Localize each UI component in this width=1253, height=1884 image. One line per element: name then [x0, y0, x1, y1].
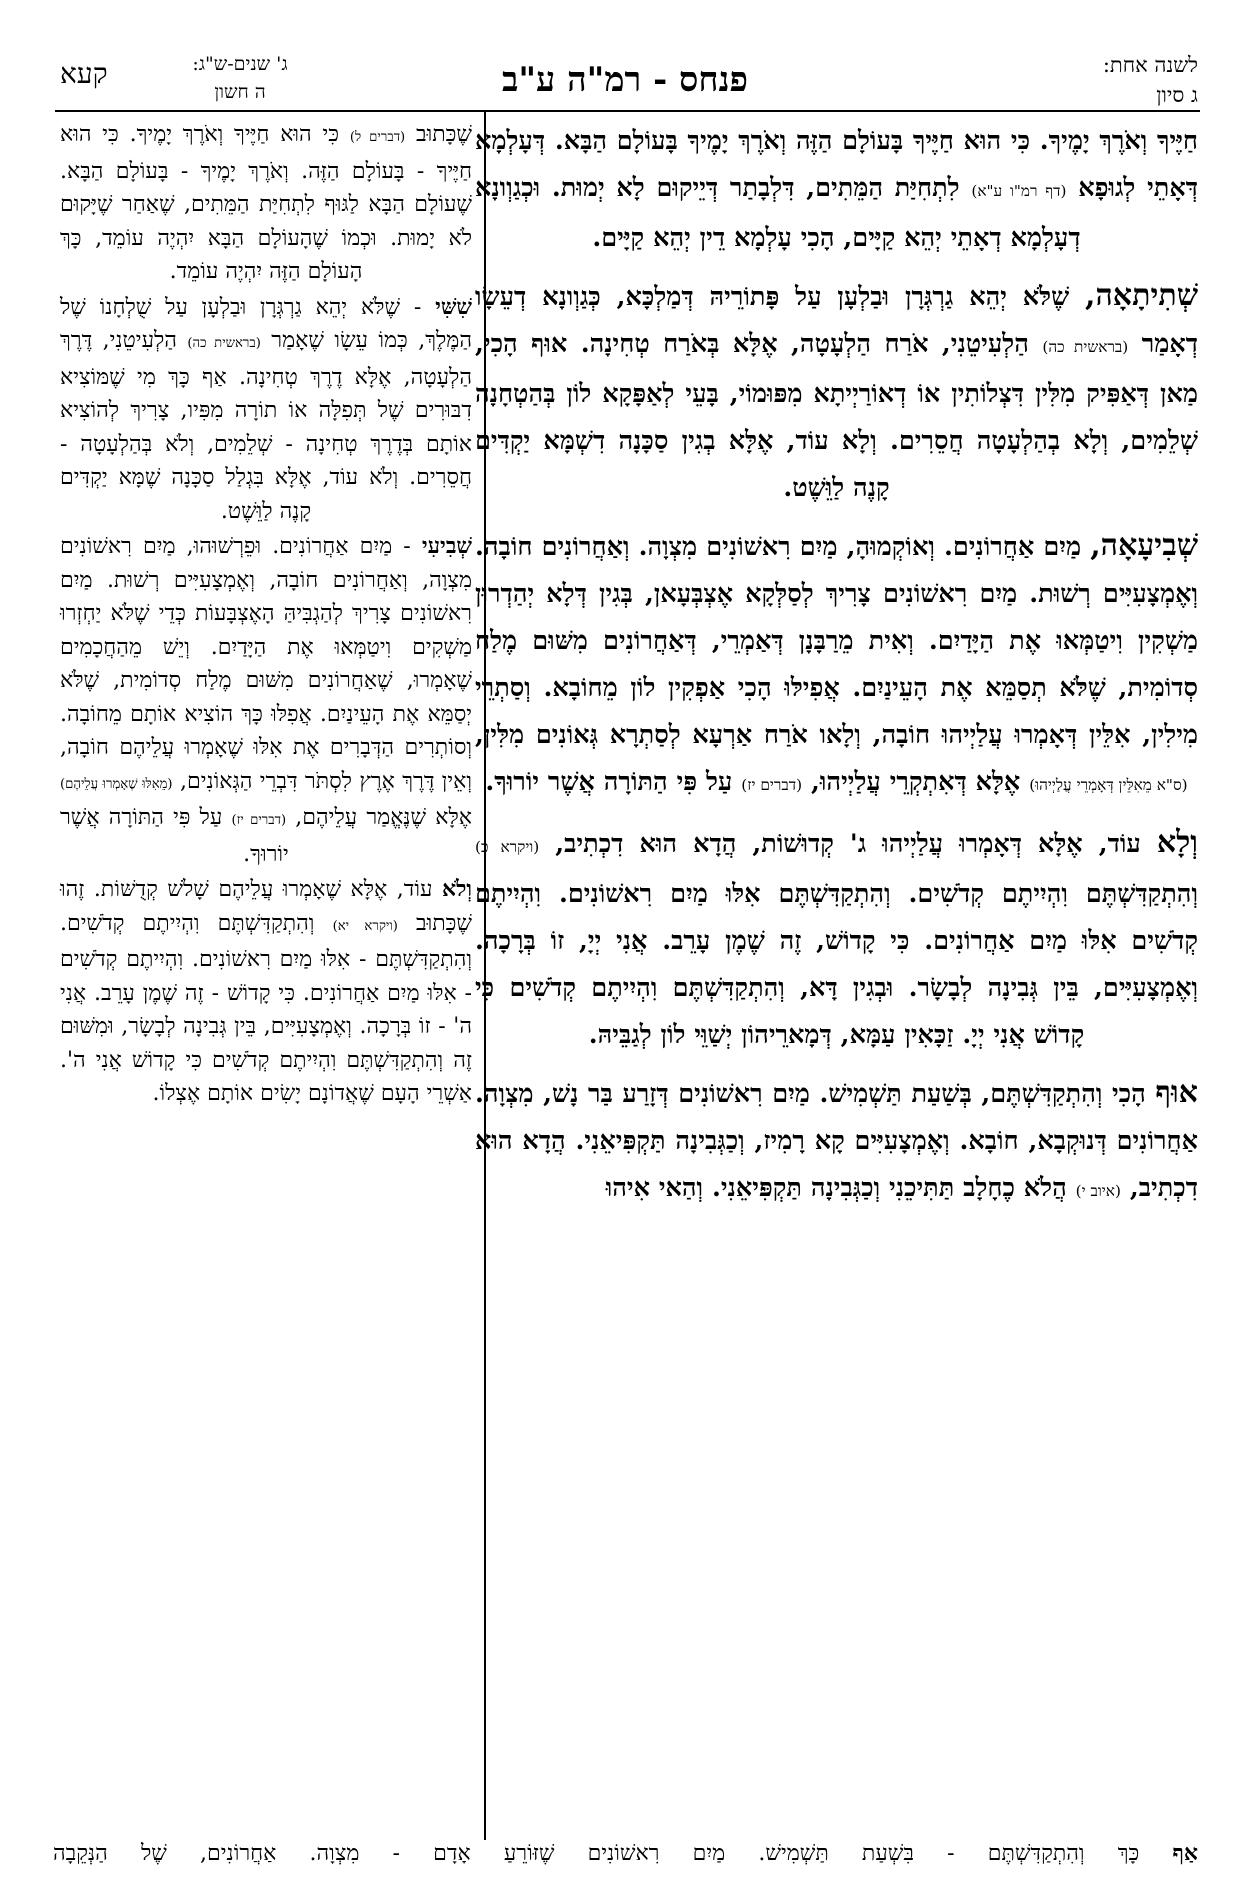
main-p5-text: הָכִי וְהִתְקַדִּשְׁתֶּם, בְּשַׁעַת תַּשְׁמִישׁ. מַיִם רִאשׁוֹנִים דְּזָרַע בַּר נָשׁ, מִצְוָה. אַחֲרוֹנִים דְּנוּקְבָא, חוֹבָא. וְאֶמְצָעִיִּים קָא רָמִיז, וְכַגְּבִינָה תַּקְפִּיאֵנִי. הֲדָא הוּא דִכְתִיב,	[475, 1079, 1198, 1203]
main-paragraph-4	[475, 819, 1198, 1059]
side-s4-text-b: וְהִתְקַדִּשְׁתֶּם וִהְיִיתֶם קְדֹשִׁים. וְהִתְקַדִּשְׁתֶּם - אִלּוּ מַיִם רִאשׁוֹנִים. וִהְיִיתֶם קְדֹשִׁים - אִלּוּ מַיִם אַחֲרוֹנִים. כִּי קָדוֹשׁ - זֶה שֶׁמֶן עָרֵב. אֲנִי ה' - זוֹ בְּרָכָה. וְאֶמְצָעִיִּים, בֵּין גְּבִינָה לְבָשָׂר, וּמִשּׁוּם זֶה וְהִתְקַדִּשְׁתֶּם וִהְיִיתֶם קְדֹשִׁים כִּי קָדוֹשׁ אֲנִי ה'. אַשְׁרֵי הָעָם שֶׁאֲדוֹנָם יָשִׂים אוֹתָם אֶצְלוֹ.	[60, 910, 472, 1106]
side-s3-text: - מַיִם אַחֲרוֹנִים. וּפֵרְשׁוּהוּ, מַיִם רִאשׁוֹנִים מִצְוָה, וְאַחֲרוֹנִים חוֹבָה, וְאֶמְצָעִיִּים רְשׁוּת. מַיִם רִאשׁוֹנִים צָרִיךְ לְהַגְבִּיהַּ הָאֶצְבָּעוֹת כְּדֵי שֶׁלֹּא יַחְזְרוּ מַשְׁקִים וִיטַמְּאוּ אֶת הַיָּדַיִם. וְיֵשׁ מֵהַחֲכָמִים שֶׁאָמְרוּ, שֶׁאַחֲרוֹנִים מִשּׁוּם מֶלַח סְדוֹמִית, שֶׁלֹּא יְסַמֵּא אֶת הָעֵינַיִם. אֲפִלּוּ כָּךְ הוֹצִיא אוֹתָם מֵחוֹבָה. וְסוֹתְרִים הַדְּבָרִים אֶת אִלּוּ שֶׁאָמְרוּ עֲלֵיהֶם חוֹבָה, וְאֵין דֶּרֶךְ אֶרֶץ לִסְתֹּר דִּבְרֵי הַגְּאוֹנִים,	[60, 534, 472, 794]
translation-column	[60, 118, 472, 1113]
page-number: קעא	[60, 57, 108, 90]
header-schedule-date: ג סיון	[1156, 83, 1198, 107]
main-p2-ref: (בראשית כה)	[1042, 338, 1129, 356]
side-s3-text-b: אֶלָּא שֶׁנֶּאֱמַר עֲלֵיהֶם,	[295, 805, 472, 830]
main-p3-text-b: אֶלָּא דְּאִתְקְרֵי עֲלַיְיהוּ,	[811, 767, 1021, 797]
main-p4-text: עוֹד, אֶלָּא דְּאָמְרוּ עֲלַיְיהוּ ג' קְדוּשׁוֹת, הֲדָא הוּא דִכְתִיב,	[555, 829, 1141, 859]
main-p2-text-b: הַלְעִיטֵנִי, אֹרַח הַלְעָטָה, אֶלָּא בְּאֹרַח טְחִינָה. אוּף הָכִי, מַאן דְּאַפִּיק מִלִּין דִּצְלוֹתִין אוֹ דְאוֹרַיְיתָא מִפּוּמוֹי, בָּעֵי לְאַפָּקָא לוֹן בְּהַטְחָנָה שְׁלֵמִים, וְלָא בְהַלְעָטָה חֲסֵרִים. וְלָא עוֹד, אֶלָּא בְגִין סַכָּנָה דִשְׁמָּא יַקְדִּים קָנֶה לַוֵּשֶׁט.	[475, 329, 1198, 503]
side-s3-text-c: עַל פִּי הַתּוֹרָה אֲשֶׁר יוֹרוּךָ.	[60, 805, 289, 867]
main-p5-text-b: הֲלֹא כֶחָלָב תַּתִּיכֵנִי וְכַגְּבִינָה תַּקְפִּיאֵנִי. וְהַאי אִיהוּ	[605, 1173, 1067, 1203]
bottom-text: כָּךְ וְהִתְקַדִּשְׁתֶּם - בִּשְׁעַת תַּשְׁמִישׁ. מַיִם רִאשׁוֹנִים שֶׁזּוֹרֵעַ אָדָם - מִצְוָה. אַחֲרוֹנִים, שֶׁל הַנְּקֵבָה	[53, 1841, 1140, 1866]
main-p3-text: מַיִם אַחֲרוֹנִים. וְאוֹקְמוּהָ, מַיִם רִאשׁוֹנִים מִצְוָה. וְאַחֲרוֹנִים חוֹבָה. וְאֶמְצָעִיִּים רְשׁוּת. מַיִם רִאשׁוֹנִים צָרִיךְ לְסַלְּקָא אֶצְבְּעָאן, בְּגִין דְּלָא יְהַדְרוּן מַשְׁקִין וִיטַמְּאוּ אֶת הַיָּדַיִם. וְאִית מֵרַבָּנָן דְּאַמְרֵי, דְּאַחֲרוֹנִים מִשּׁוּם מֶלַח סְדוֹמִית, שֶׁלֹּא תְסַמֵּא אֶת הָעֵינַיִם. אֲפִילּוּ הָכִי אַפְקִין לוֹן מֵחוֹבָא. וְסַתְרֵי מִילִין, אִלֵּין דְּאָמְרוּ עֲלַיְיהוּ חוֹבָה, וְלָאו אֹרַח אַרְעָא לְסַתְרָא גְּאוֹנִים מִלִּין,	[475, 532, 1198, 750]
side-s1-text-b: כִּי הוּא חַיֶּיךָ וְאֹרֶךְ יָמֶיךָ. כִּי הוּא חַיֶּיךָ - בָּעוֹלָם הַזֶּה. וְאֹרֶךְ יָמֶיךָ - בָּעוֹלָם הַבָּא. שֶׁעוֹלָם הַבָּא לַגּוּף לִתְחִיַּת הַמֵּתִים, שֶׁאַחַר שֶׁיָּקוּם לֹא יָמוּת. וּכְמוֹ שֶׁהָעוֹלָם הַבָּא יִהְיֶה עוֹמֵד, כָּךְ הָעוֹלָם הַזֶּה יִהְיֶה עוֹמֵד.	[60, 122, 472, 284]
side-s4-text: עוֹד, אֶלָּא שֶׁאָמְרוּ עֲלֵיהֶם שָׁלֹשׁ קְדֻשּׁוֹת. זֶהוּ שֶׁכָּתוּב	[60, 877, 472, 936]
main-p2-lead: שְׁתִיתָאָה,	[1085, 278, 1198, 313]
header-cycle-date: ה חשון	[214, 81, 266, 103]
side-s3-ref1: (מֵאִלּוּ שֶׁאָמְרוּ עֲלֵיהֶם)	[60, 776, 173, 792]
side-s1-text: שֶׁכָּתוּב	[416, 122, 472, 147]
main-p4-ref: (ויקרא כ)	[475, 838, 540, 856]
main-p1-ref: (דף רמ"ו ע"א)	[971, 182, 1067, 200]
main-paragraph-5	[475, 1069, 1198, 1215]
side-paragraph-4	[60, 873, 472, 1111]
side-s1-ref: (דברים ל)	[349, 130, 406, 145]
side-s2-text-b: הַלְעִיטֵנִי, דֶּרֶךְ הַלְעָטָה, אֶלָּא דֶרֶךְ טְחִינָה. אַף כָּךְ מִי שֶׁמּוֹצִיא דִבּוּרִים שֶׁל תְּפִלָּה אוֹ תוֹרָה מִפִּיו, צָרִיךְ לְהוֹצִיא אוֹתָם בְּדֶרֶךְ טְחִינָה - שְׁלֵמִים, וְלֹא בְּהַלְעָטָה - חֲסֵרִים. וְלֹא עוֹד, אֶלָּא בִּגְלַל סַכָּנָה שֶׁמָּא יַקְדִּים קָנֶה לַוֵּשֶׁט.	[60, 328, 472, 524]
bottom-lead: אַף	[1172, 1840, 1198, 1866]
main-paragraph-1	[475, 118, 1198, 262]
header-schedule-label: לשנה אחת:	[1102, 53, 1198, 77]
main-p2-text: שֶׁלֹּא יְהֵא גַרְגְּרָן וּבַלְעָן עַל פָּתוֹרֵיהּ דְּמַלְכָּא, כְּגַוְונָא דְעֵשָׂו דְאָמַר	[475, 282, 1198, 359]
main-p5-lead: אוּף	[1155, 1075, 1198, 1110]
main-p3-text-c: עַל פִּי הַתּוֹרָה אֲשֶׁר יוֹרוּךָ.	[485, 767, 733, 797]
header-divider	[55, 110, 1200, 112]
main-p3-ref2: (דברים יז)	[741, 776, 803, 794]
side-s2-lead: שִׁשִּׁי	[435, 293, 472, 320]
main-p4-lead: וְלָא	[1156, 825, 1198, 860]
side-s3-lead: שְׁבִיעִי	[421, 533, 472, 559]
main-paragraph-2	[475, 272, 1198, 512]
side-s3-ref2: (דברים יז)	[231, 813, 287, 828]
main-p3-ref1: (ס"א מֵאִלֵּין דְּאָמְרֵי עֲלַיְיהוּ)	[1029, 776, 1188, 794]
main-paragraph-3	[475, 522, 1198, 809]
main-p4-text-b: וְהִתְקַדִּשְׁתֶּם וִהְיִיתֶם קְדֹשִׁים. וְהִתְקַדִּשְׁתֶּם אִלּוּ מַיִם רִאשׁוֹנִים. וִהְיִיתֶם קְדֹשִׁים אִלּוּ מַיִם אַחֲרוֹנִים. כִּי קָדוֹשׁ, זֶה שֶׁמֶן עָרֵב. אֲנִי יְיָ, זוֹ בְּרָכָה. וְאֶמְצָעִיִּים, בֵּין גְּבִינָה לְבָשָׂר. וּבְגִין דָּא, וְהִתְקַדִּשְׁתֶּם וִהְיִיתֶם קְדֹשִׁים כִּי קָדוֹשׁ אֲנִי יְיָ. זַכָּאִין עַמָּא, דְּמָארֵיהוֹן יְשַׁוֵּי לוֹן לְגַבֵּיהּ.	[475, 879, 1198, 1050]
main-text-column	[475, 118, 1198, 1225]
side-s2-text: - שֶׁלֹּא יְהֵא גַרְגְּרָן וּבַלְעָן עַל שֻׁלְחָנוֹ שֶׁל הַמֶּלֶךְ, כְּמוֹ עֵשָׂו שֶׁאָמַר	[60, 294, 472, 353]
side-paragraph-2	[60, 291, 472, 529]
side-paragraph-3	[60, 530, 472, 871]
side-s4-lead: וְלֹא	[441, 876, 472, 902]
header-cycle-label: ג' שנים-ש"ג:	[192, 53, 288, 75]
main-p5-ref: (איוב י)	[1075, 1182, 1121, 1200]
main-p1-text: חַיֶּיךָ וְאֹרֶךְ יָמֶיךָ. כִּי הוּא חַיֶּיךָ בָּעוֹלָם הַזֶּה וְאֹרֶךְ יָמֶיךָ בָּעוֹלָם הַבָּא. דְּעָלְמָא דְּאָתֵי לְגוּפָא	[475, 126, 1198, 203]
side-s2-ref: (בראשית כה)	[187, 336, 261, 351]
main-p3-lead: שְׁבִיעָאָה,	[1090, 528, 1198, 563]
bottom-continuation-line	[53, 1835, 1198, 1872]
side-paragraph-1	[60, 118, 472, 289]
main-p1-text-b: לִתְחִיַּת הַמֵּתִים, דִּלְבָתַר דְּיֵיקוּם לָא יְמוּת. וּכְגַוְונָא דְעָלְמָא דְאָתֵי יְהֵא קַיָּים, הָכִי עָלְמָא דֵין יְהֵא קַיָּים.	[475, 173, 1081, 253]
page-title: פנחס - רמ"ה ע"ב	[501, 60, 749, 100]
side-s4-ref: (ויקרא יא)	[332, 918, 398, 934]
